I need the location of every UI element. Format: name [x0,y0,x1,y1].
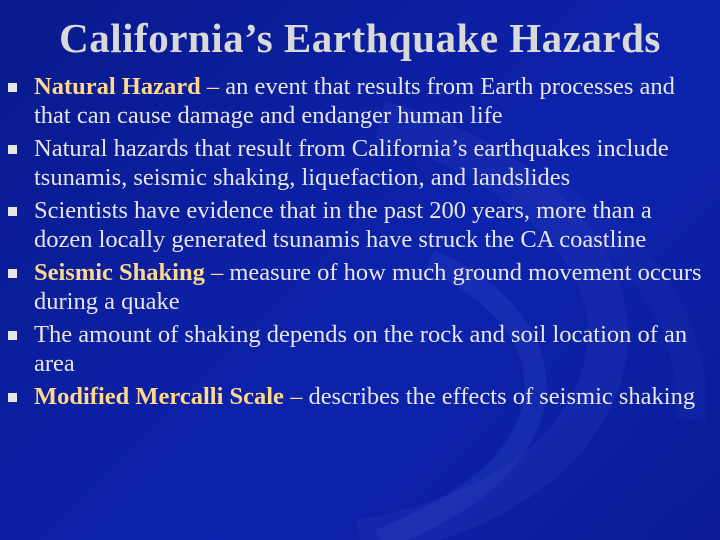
bullet-term: Seismic Shaking [34,259,205,286]
bullet-text: describes the effects of seismic shaking [308,383,696,410]
bullet-text: Natural hazards that result from California’s earthquakes include tsunamis, seismic shaking, liquefaction, and landslides [34,135,669,192]
square-bullet-icon [8,269,17,278]
bullet-dash: – [200,73,226,100]
square-bullet-icon [8,83,17,92]
bullet-text: an event that results from Earth processes and that can cause damage and endanger human life [34,73,675,130]
slide-title: California’s Earthquake Hazards [59,15,661,61]
square-bullet-icon [8,145,17,154]
square-bullet-icon [8,393,17,402]
bullet-mercalli-scale [0,382,720,411]
square-bullet-icon [8,207,17,216]
bullet-term: Natural Hazard [34,73,201,100]
bullet-natural-hazards-list [0,134,720,192]
square-bullet-icon [8,331,17,340]
bullet-dash: – [204,259,230,286]
bullet-term: Modified Mercalli Scale [34,383,284,410]
bullet-shaking-amount [0,320,720,378]
bullet-dash: – [283,383,309,410]
bullet-text: Scientists have evidence that in the past 200 years, more than a dozen locally generated tsunamis have struck the CA coastline [34,197,652,254]
bullet-text: The amount of shaking depends on the rock and soil location of an area [34,321,688,378]
bullet-text: measure of how much ground movement occurs during a quake [34,259,702,316]
bullet-list [0,72,720,540]
bullet-natural-hazard [0,72,720,130]
bullet-seismic-shaking [0,258,720,316]
bullet-tsunami-evidence [0,196,720,254]
